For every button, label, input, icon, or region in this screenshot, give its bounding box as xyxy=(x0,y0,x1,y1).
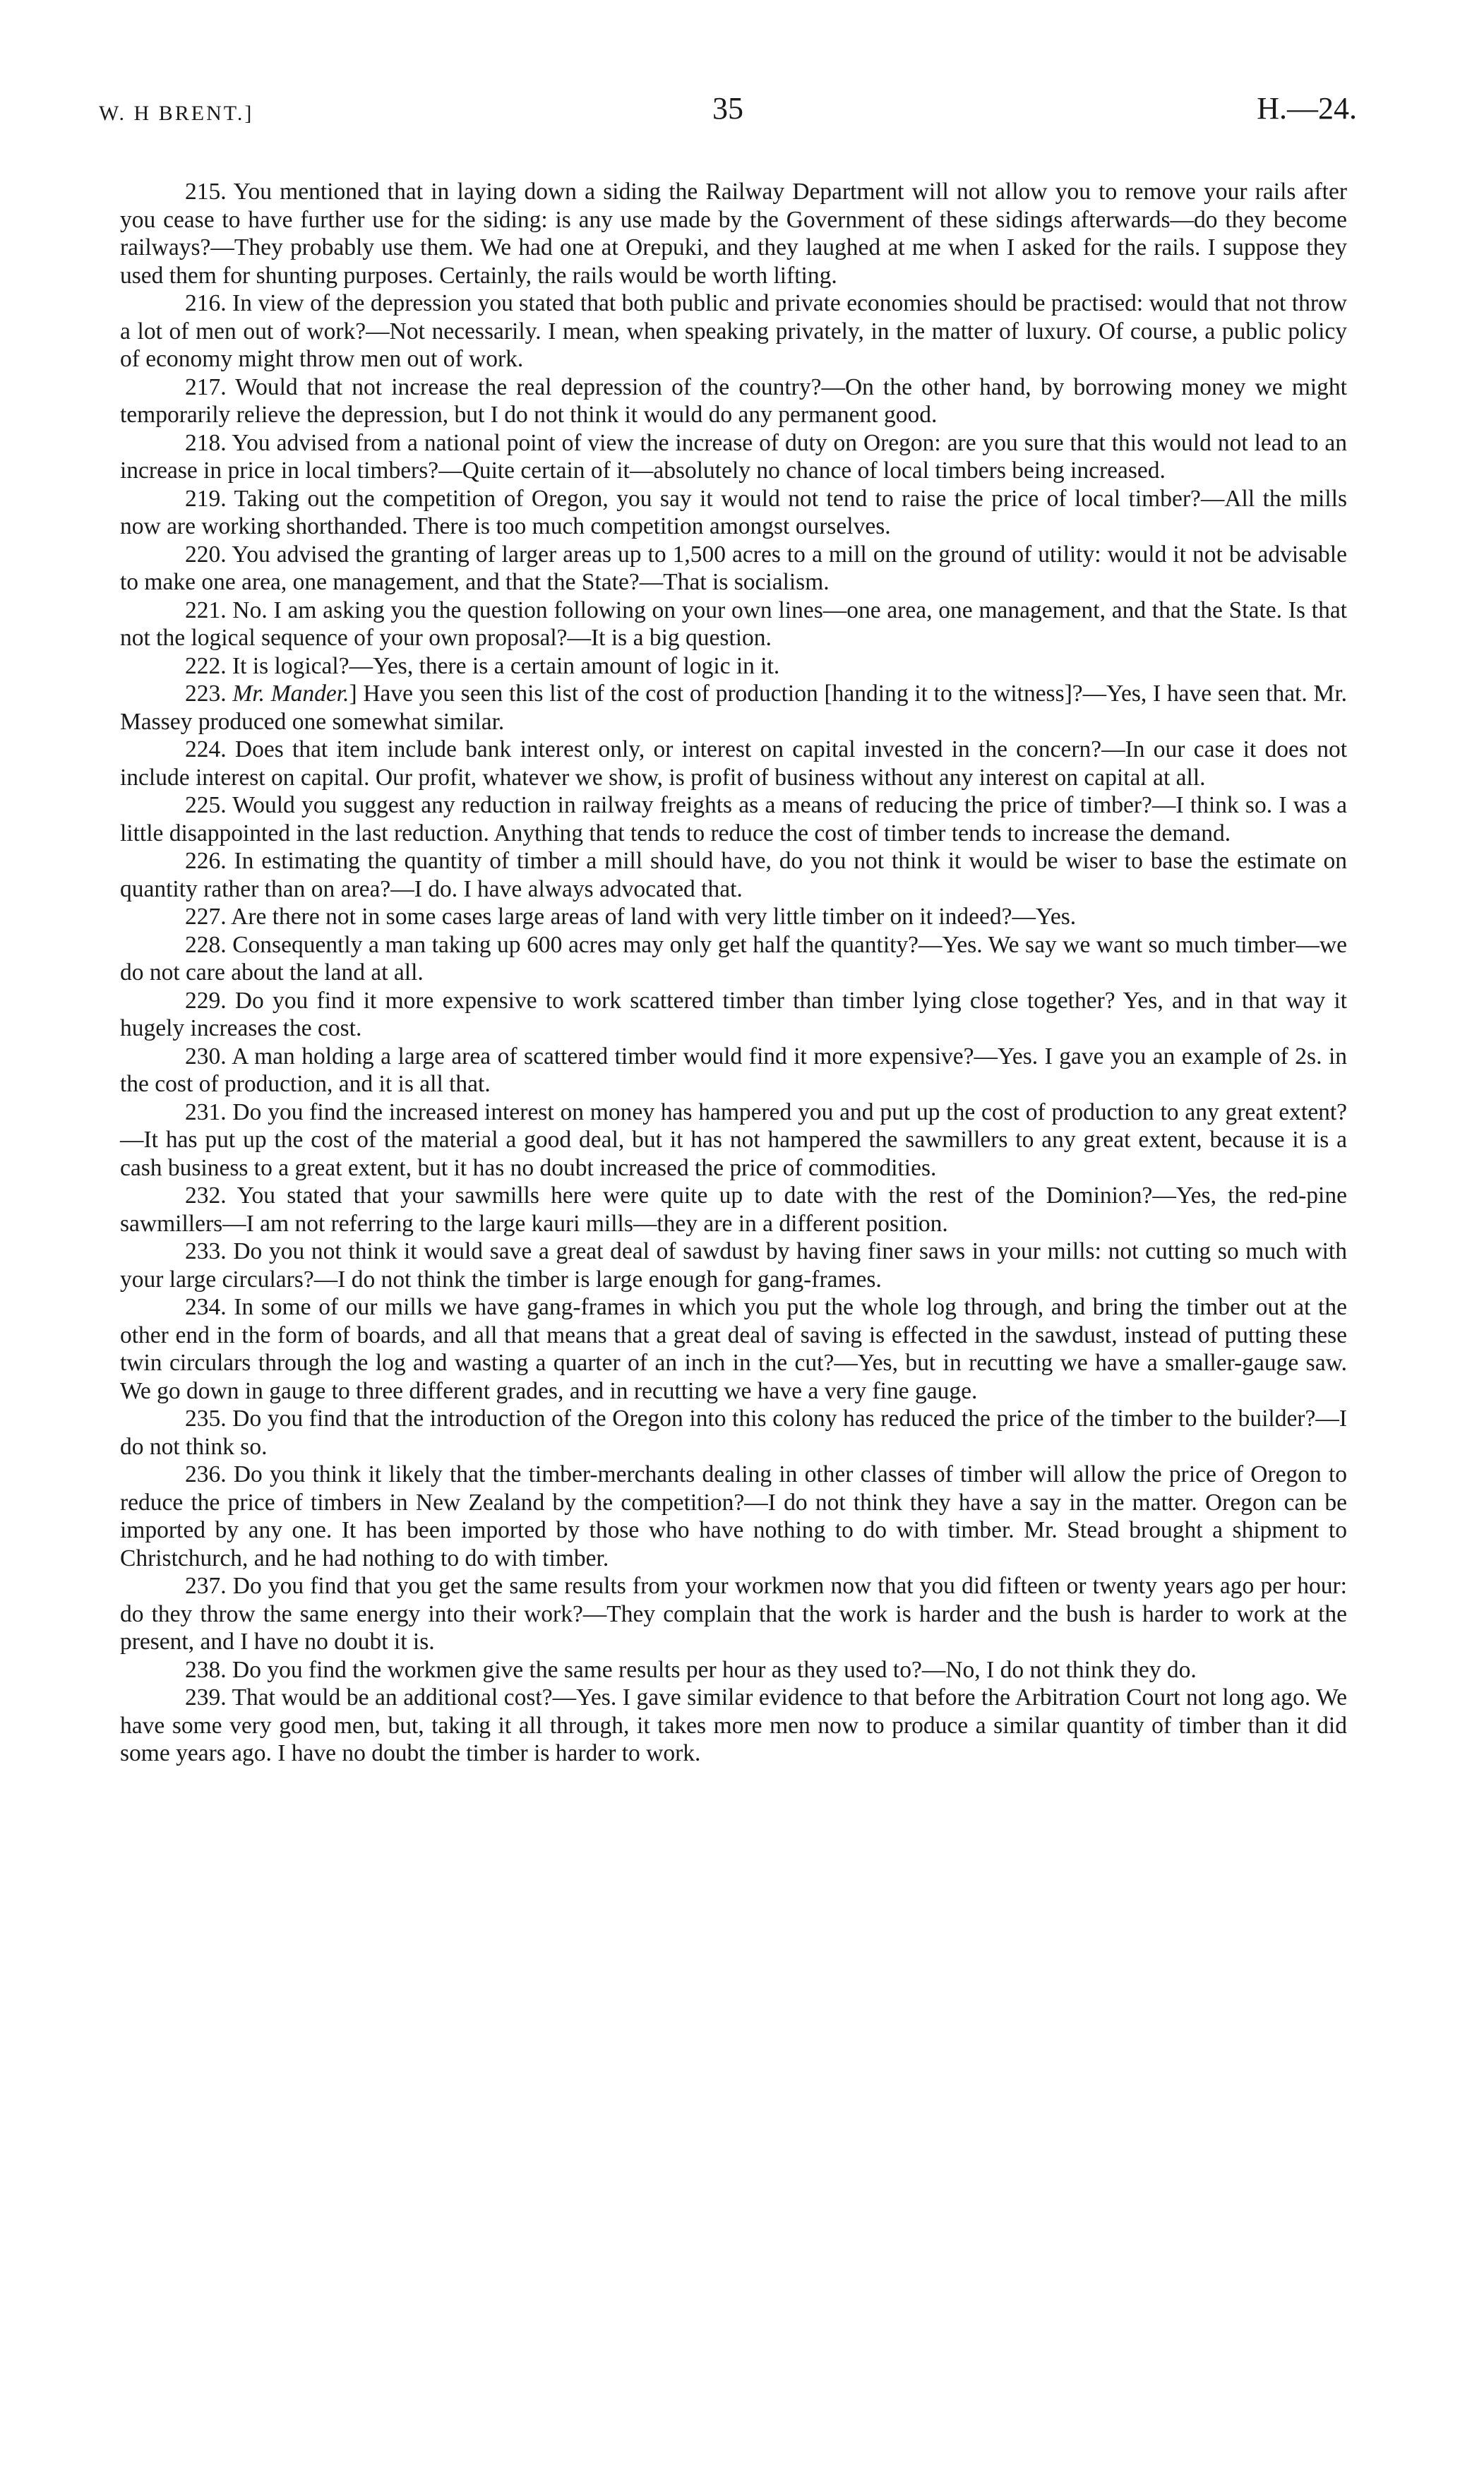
question-238: 238. Do you find the workmen give the same results per hour as they used to?—No, I do not think they do. xyxy=(185,1656,1197,1683)
question-223-text: 223. Mr. Mander.] Have you seen this list of the cost of production [handing it to the witness]?—Yes, I have seen that. Mr. Massey produced one somewhat similar. xyxy=(120,681,1348,735)
question-231: 231. Do you find the increased interest on money has hampered you and put up the cost of production to any great extent?—It has put up the cost of the material a good deal, but it has not hampered the sawmillers to any great extent, because it is a cash business to a great extent, but it has no doubt increased the price of commodities. xyxy=(120,1098,1347,1181)
question-239: 239. That would be an additional cost?—Yes. I gave similar evidence to that before the Arbitration Court not long ago. We have some very good men, but, taking it all through, it takes more men now to produce a similar quantity of timber than it did some years ago. I have no doubt the timber is harder to work. xyxy=(120,1684,1347,1766)
question-215: 215. You mentioned that in laying down a siding the Railway Department will not allow you to remove your rails after you cease to have further use for the siding: is any use made by the Government of these sidings afterwards—do they become railways?—They probably use them. We had one at Orepuki, and they laughed at me when I asked for the rails. I suppose they used them for shunting purposes. Certainly, the rails would be worth lifting. xyxy=(120,179,1347,289)
question-234: 234. In some of our mills we have gang-frames in which you put the whole log through, and bring the timber out at the other end in the form of boards, and all that means that a great deal of saving is effected in the sawdust, instead of putting these twin circulars through the log and wasting a quarter of an inch in the cut?—Yes, but in recutting we have a smaller-gauge saw. We go down in gauge to three different grades, and in recutting we have a very fine gauge. xyxy=(120,1294,1347,1404)
question-233: 233. Do you not think it would save a great deal of sawdust by having finer saws in your mills: not cutting so much with your large circulars?—I do not think the timber is large enough for gang-frames. xyxy=(120,1238,1347,1293)
question-237: 237. Do you find that you get the same results from your workmen now that you did fifteen or twenty years ago per hour: do they throw the same energy into their work?—They complain that the work is harder and the bush is harder to work at the present, and I have no doubt it is. xyxy=(120,1573,1347,1655)
question-226: 226. In estimating the quantity of timber a mill should have, do you not think it would be wiser to base the estimate on quantity rather than on area?—I do. I have always advocated that. xyxy=(120,848,1347,902)
page-header xyxy=(99,86,1357,143)
evidence-body xyxy=(120,178,1347,1768)
question-232: 232. You stated that your sawmills here were quite up to date with the rest of the Dominion?—Yes, the red-pine sawmillers—I am not referring to the large kauri mills—they are in a different position. xyxy=(120,1182,1347,1237)
question-221: 221. No. I am asking you the question following on your own lines—one area, one management, and that the State. Is that not the logical sequence of your own proposal?—It is a big question. xyxy=(120,597,1347,651)
question-219: 219. Taking out the competition of Oregon, you say it would not tend to raise the price of local timber?—All the mills now are working shorthanded. There is too much competition amongst ourselves. xyxy=(120,485,1347,539)
question-228: 228. Consequently a man taking up 600 acres may only get half the quantity?—Yes. We say we want so much timber—we do not care about the land at all. xyxy=(120,931,1347,986)
question-230: 230. A man holding a large area of scattered timber would find it more expensive?—Yes. I gave you an example of 2s. in the cost of production, and it is all that. xyxy=(120,1043,1347,1097)
question-227: 227. Are there not in some cases large areas of land with very little timber on it indeed?—Yes. xyxy=(185,904,1077,930)
witness-name: W. H BRENT.] xyxy=(99,102,254,125)
question-235: 235. Do you find that the introduction of the Oregon into this colony has reduced the price of the timber to the builder?—I do not think so. xyxy=(120,1406,1347,1460)
question-225: 225. Would you suggest any reduction in railway freights as a means of reducing the price of timber?—I think so. I was a little disappointed in the last reduction. Anything that tends to reduce the cost of timber tends to increase the demand. xyxy=(120,792,1347,846)
question-229: 229. Do you find it more expensive to work scattered timber than timber lying close together? Yes, and in that way it hugely increases the cost. xyxy=(120,987,1347,1041)
question-236: 236. Do you think it likely that the timber-merchants dealing in other classes of timber will allow the price of Oregon to reduce the price of timbers in New Zealand by the competition?—I do not think they have a say in the matter. Oregon can be imported by any one. It has been imported by those who have nothing to do with timber. Mr. Stead brought a shipment to Christchurch, and he had nothing to do with timber. xyxy=(120,1461,1347,1571)
question-216: 216. In view of the depression you stated that both public and private economies should be practised: would that not throw a lot of men out of work?—Not necessarily. I mean, when speaking privately, in the matter of luxury. Of course, a public policy of economy might throw men out of work. xyxy=(120,290,1347,372)
page-number: 35 xyxy=(712,91,743,126)
document-reference: H.—24. xyxy=(1257,91,1357,126)
question-218: 218. You advised from a national point of view the increase of duty on Oregon: are you sure that this would not lead to an increase in price in local timbers?—Quite certain of it—absolutely no chance of local timbers being increased. xyxy=(120,429,1347,484)
question-217: 217. Would that not increase the real depression of the country?—On the other hand, by borrowing money we might temporarily relieve the depression, but I do not think it would do any permanent good. xyxy=(120,373,1347,428)
question-220: 220. You advised the granting of larger areas up to 1,500 acres to a mill on the ground of utility: would it not be advisable to make one area, one management, and that the State?—That is socialism. xyxy=(120,541,1347,595)
question-223 xyxy=(120,680,1347,736)
question-222: 222. It is logical?—Yes, there is a certain amount of logic in it. xyxy=(185,652,780,679)
question-224: 224. Does that item include bank interest only, or interest on capital invested in the concern?—In our case it does not include interest on capital. Our profit, whatever we show, is profit of business without any interest on capital at all. xyxy=(120,736,1347,791)
